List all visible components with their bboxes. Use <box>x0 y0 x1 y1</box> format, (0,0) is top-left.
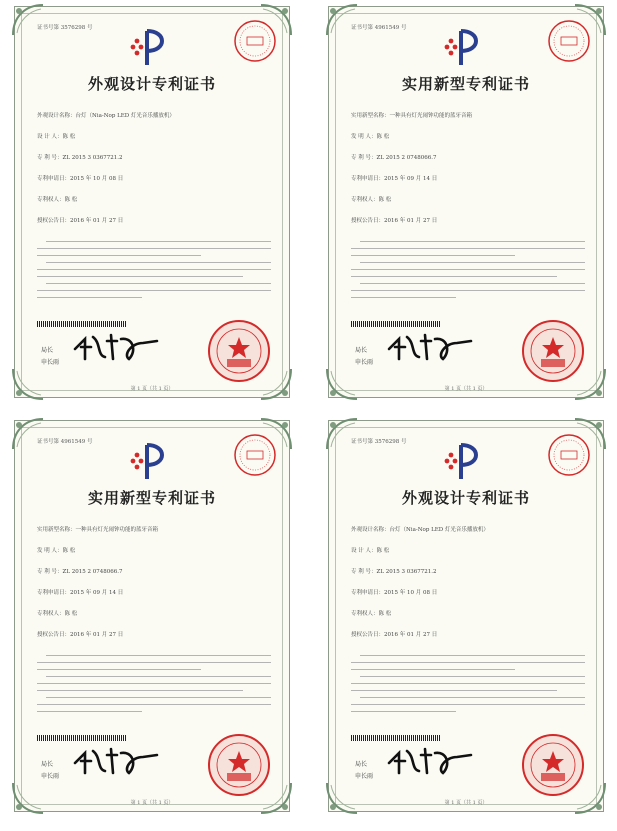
corner-ornament <box>11 417 45 451</box>
director-name: 申长雨 <box>41 359 60 366</box>
corner-ornament <box>325 417 359 451</box>
certificate-title: 实用新型专利证书 <box>401 75 530 93</box>
field-design-name: 外观设计名称：台灯（Nia-Nop LED 灯光音乐播放机） <box>37 113 175 119</box>
page-footer: 第 1 页（共 1 页） <box>444 800 488 806</box>
field-patent-number: 专 利 号：ZL 2015 3 0367721.2 <box>351 569 437 575</box>
field-grant-date: 授权公告日：2016 年 01 月 27 日 <box>351 632 438 638</box>
field-grant-date: 授权公告日：2016 年 01 月 27 日 <box>37 218 124 224</box>
field-grant-date: 授权公告日：2016 年 01 月 27 日 <box>351 218 438 224</box>
page-footer: 第 1 页（共 1 页） <box>130 800 174 806</box>
field-application-date: 专利申请日：2015 年 09 月 14 日 <box>351 176 438 182</box>
certificate-body-text <box>37 235 271 304</box>
barcode <box>37 735 127 741</box>
certificate-body-text <box>351 649 585 718</box>
field-application-date: 专利申请日：2015 年 10 月 08 日 <box>37 176 124 182</box>
field-patentee: 专利权人：陈 松 <box>351 197 392 203</box>
corner-ornament <box>325 781 359 815</box>
official-red-seal-icon <box>207 733 271 797</box>
patent-certificate-2 <box>328 6 604 398</box>
red-seal-small-icon <box>547 19 591 63</box>
patent-certificate-1 <box>14 6 290 398</box>
red-seal-small-icon <box>233 433 277 477</box>
field-application-date: 专利申请日：2015 年 10 月 08 日 <box>351 590 438 596</box>
director-signature <box>385 329 475 363</box>
official-red-seal-icon <box>521 733 585 797</box>
official-red-seal-icon <box>207 319 271 383</box>
field-design-name: 实用新型名称：一种具有灯光闹钟功能的蓝牙音箱 <box>351 113 473 119</box>
director-label: 局长 <box>355 347 368 354</box>
director-signature <box>71 329 161 363</box>
cnipa-logo-icon <box>441 441 487 483</box>
certificate-number: 证书号第 4961549 号 <box>351 25 407 31</box>
field-patent-number: 专 利 号：ZL 2015 3 0367721.2 <box>37 155 123 161</box>
field-grant-date: 授权公告日：2016 年 01 月 27 日 <box>37 632 124 638</box>
field-patentee: 专利权人：陈 松 <box>37 197 78 203</box>
director-signature <box>71 743 161 777</box>
official-red-seal-icon <box>521 319 585 383</box>
page-footer: 第 1 页（共 1 页） <box>444 386 488 392</box>
patent-certificate-3 <box>14 420 290 812</box>
certificate-number: 证书号第 4961549 号 <box>37 439 93 445</box>
corner-ornament <box>11 3 45 37</box>
field-inventor: 设 计 人：陈 松 <box>37 134 76 140</box>
patent-certificate-4 <box>328 420 604 812</box>
corner-ornament <box>325 3 359 37</box>
director-name: 申长雨 <box>355 359 374 366</box>
certificate-body-text <box>351 235 585 304</box>
field-application-date: 专利申请日：2015 年 09 月 14 日 <box>37 590 124 596</box>
certificate-number: 证书号第 3576298 号 <box>351 439 407 445</box>
red-seal-small-icon <box>233 19 277 63</box>
director-label: 局长 <box>41 347 54 354</box>
certificate-body-text <box>37 649 271 718</box>
barcode <box>351 735 441 741</box>
field-inventor: 发 明 人：陈 松 <box>351 134 390 140</box>
field-patentee: 专利权人：陈 松 <box>37 611 78 617</box>
field-inventor: 发 明 人：陈 松 <box>37 548 76 554</box>
field-inventor: 设 计 人：陈 松 <box>351 548 390 554</box>
certificate-title: 实用新型专利证书 <box>87 489 216 507</box>
corner-ornament <box>325 367 359 401</box>
cnipa-logo-icon <box>127 27 173 69</box>
page-footer: 第 1 页（共 1 页） <box>130 386 174 392</box>
director-name: 申长雨 <box>41 773 60 780</box>
field-design-name: 实用新型名称：一种具有灯光闹钟功能的蓝牙音箱 <box>37 527 159 533</box>
field-patent-number: 专 利 号：ZL 2015 2 0748066.7 <box>37 569 123 575</box>
corner-ornament <box>11 367 45 401</box>
director-name: 申长雨 <box>355 773 374 780</box>
field-patent-number: 专 利 号：ZL 2015 2 0748066.7 <box>351 155 437 161</box>
director-label: 局长 <box>41 761 54 768</box>
field-patentee: 专利权人：陈 松 <box>351 611 392 617</box>
field-design-name: 外观设计名称：台灯（Nia-Nop LED 灯光音乐播放机） <box>351 527 489 533</box>
corner-ornament <box>11 781 45 815</box>
barcode <box>351 321 441 327</box>
certificate-title: 外观设计专利证书 <box>87 75 216 93</box>
director-signature <box>385 743 475 777</box>
certificate-number: 证书号第 3576298 号 <box>37 25 93 31</box>
cnipa-logo-icon <box>127 441 173 483</box>
cnipa-logo-icon <box>441 27 487 69</box>
certificate-title: 外观设计专利证书 <box>401 489 530 507</box>
barcode <box>37 321 127 327</box>
red-seal-small-icon <box>547 433 591 477</box>
director-label: 局长 <box>355 761 368 768</box>
